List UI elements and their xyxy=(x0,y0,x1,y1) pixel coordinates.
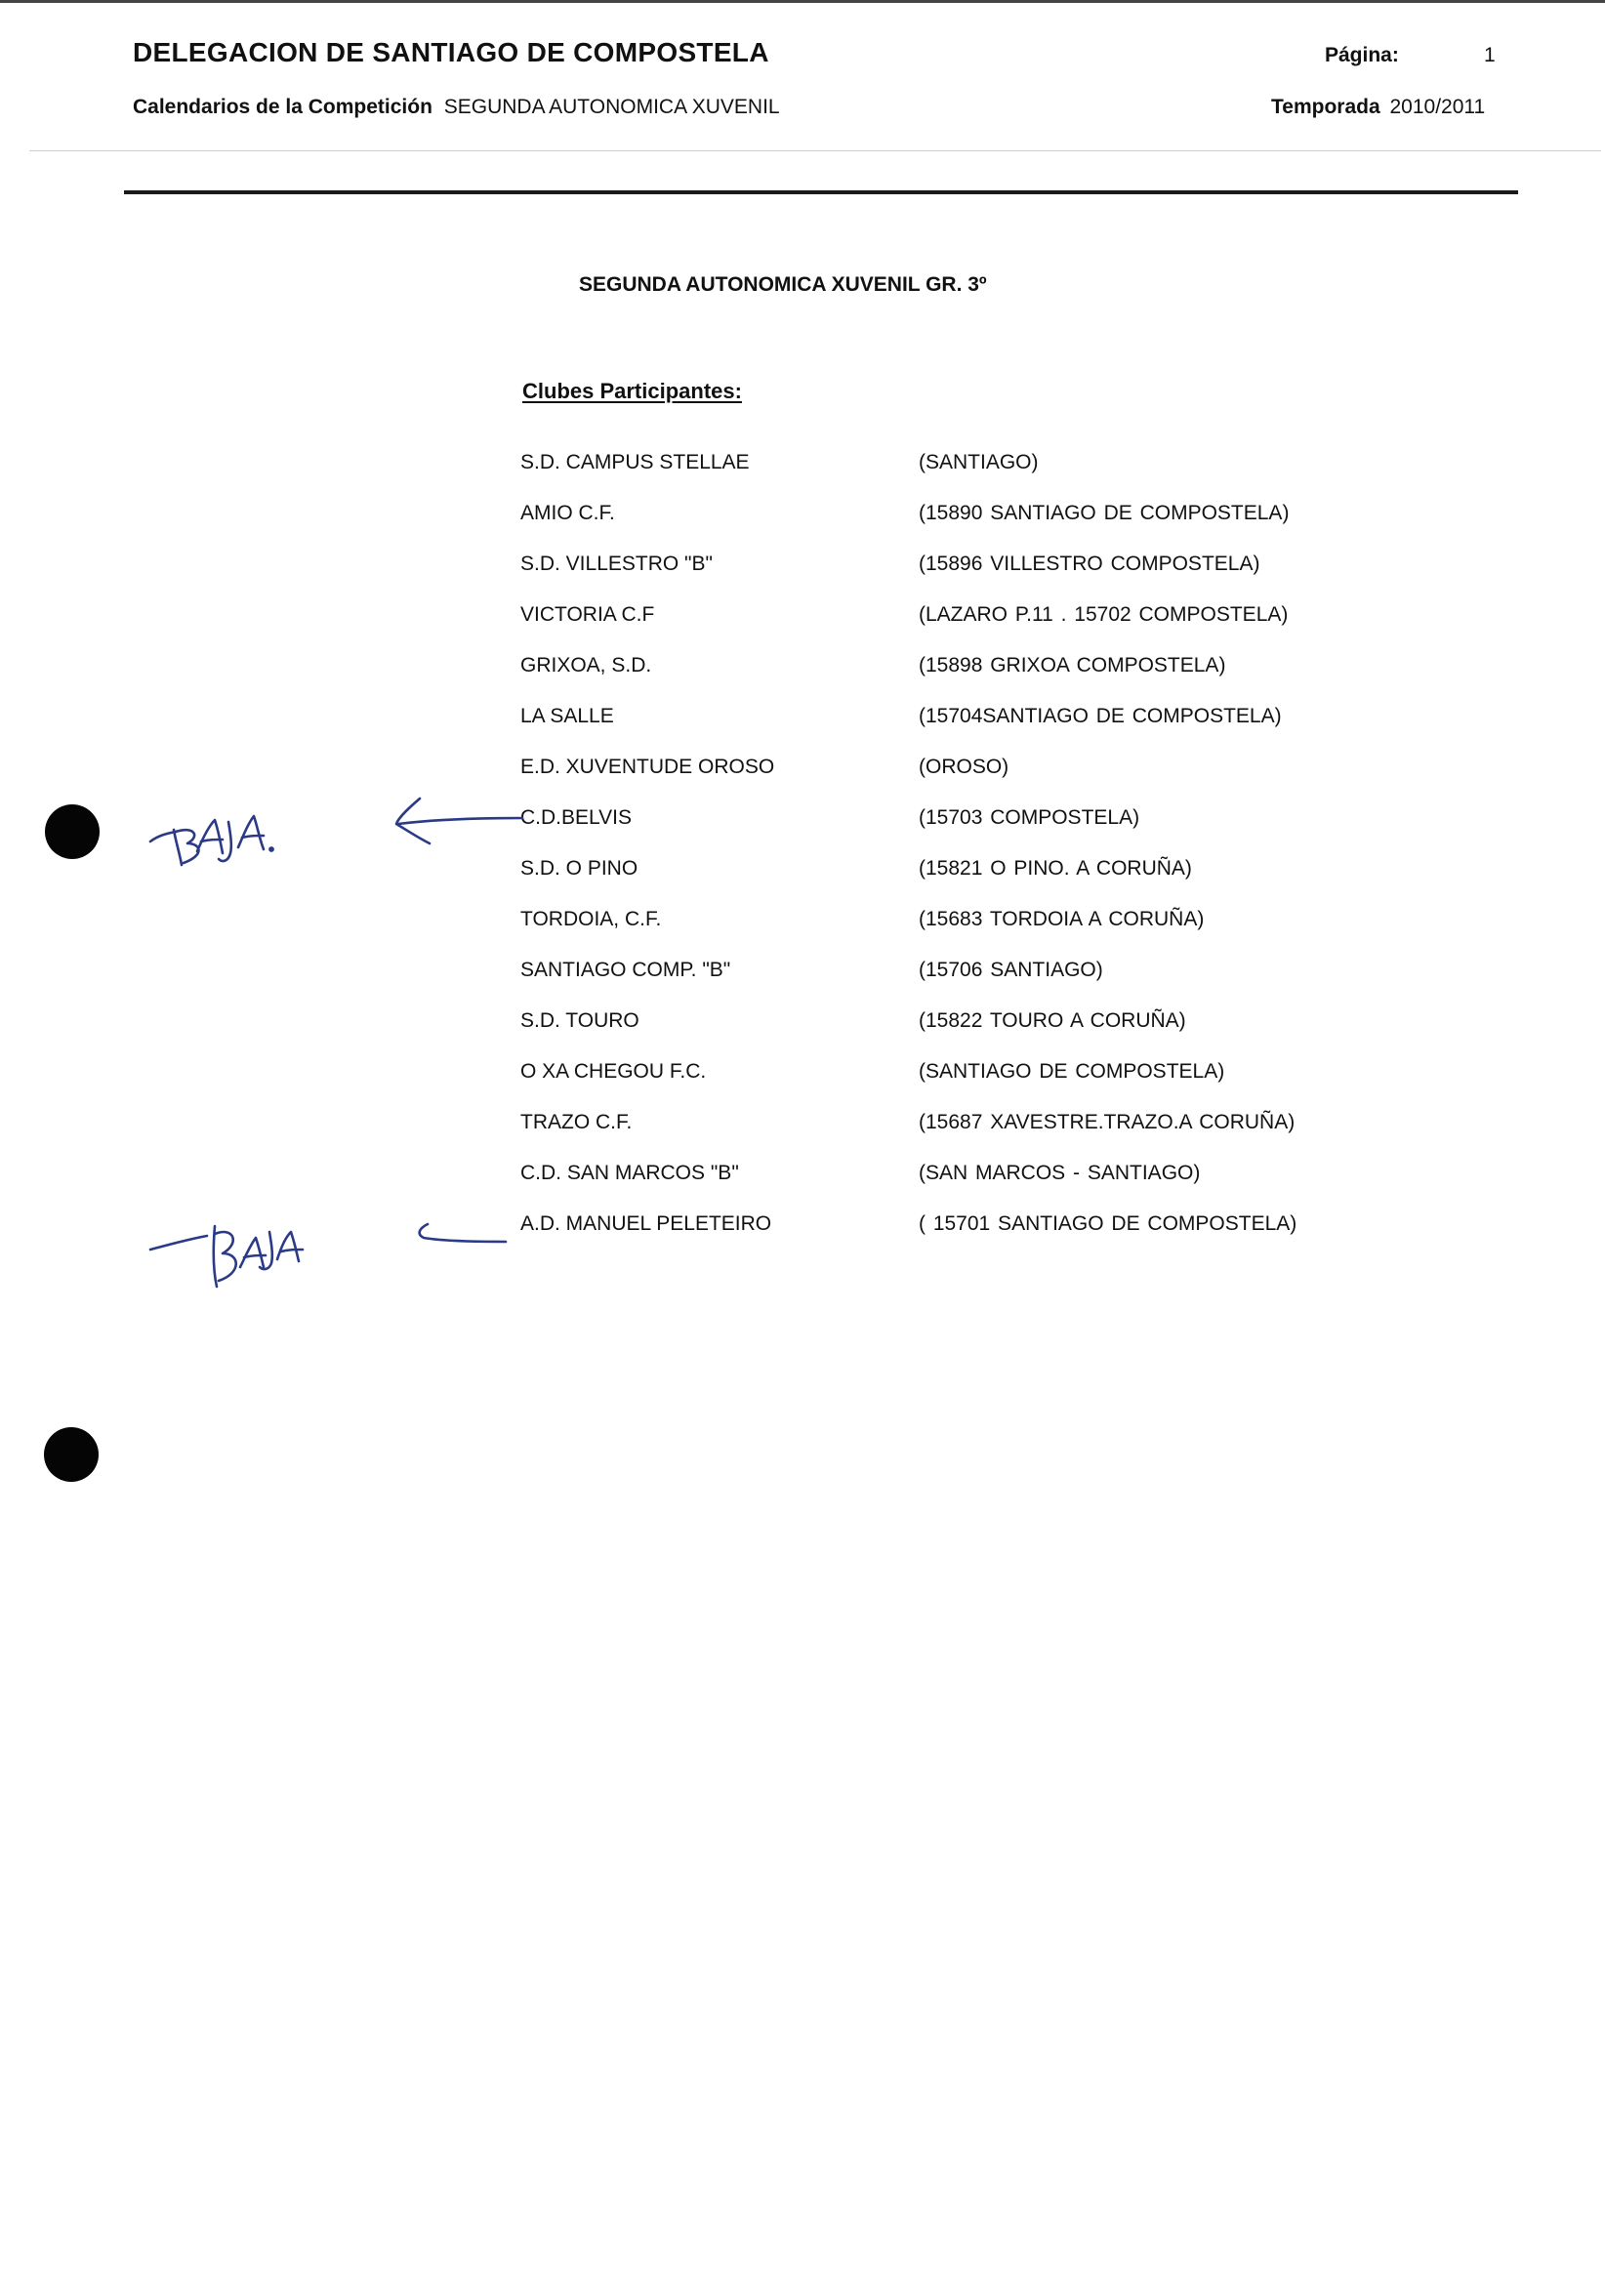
season-label: Temporada xyxy=(1271,96,1380,118)
club-name: S.D. TOURO xyxy=(520,1009,639,1032)
clubs-list xyxy=(520,451,1399,1263)
club-location: (15822 TOURO A CORUÑA) xyxy=(919,1009,1186,1032)
season xyxy=(1271,96,1485,119)
club-location: (15687 XAVESTRE.TRAZO.A CORUÑA) xyxy=(919,1111,1296,1133)
club-row xyxy=(520,806,1399,857)
top-border xyxy=(0,0,1605,3)
club-name: SANTIAGO COMP. "B" xyxy=(520,959,731,981)
club-name: TORDOIA, C.F. xyxy=(520,908,662,930)
club-location: (LAZARO P.11 . 15702 COMPOSTELA) xyxy=(919,603,1289,626)
club-location: (SAN MARCOS - SANTIAGO) xyxy=(919,1162,1201,1184)
club-name: AMIO C.F. xyxy=(520,502,615,524)
club-name: TRAZO C.F. xyxy=(520,1111,633,1133)
club-location: (OROSO) xyxy=(919,756,1009,778)
club-name: S.D. O PINO xyxy=(520,857,638,880)
club-row xyxy=(520,654,1399,705)
club-name: VICTORIA C.F xyxy=(520,603,655,626)
club-location: ( 15701 SANTIAGO DE COMPOSTELA) xyxy=(919,1212,1297,1235)
organization-title: DELEGACION DE SANTIAGO DE COMPOSTELA xyxy=(133,37,769,67)
group-title: SEGUNDA AUTONOMICA XUVENIL GR. 3º xyxy=(579,273,987,296)
club-location: (15703 COMPOSTELA) xyxy=(919,806,1140,829)
page-number: 1 xyxy=(1484,44,1496,66)
club-name: A.D. MANUEL PELETEIRO xyxy=(520,1212,772,1235)
club-row xyxy=(520,1212,1399,1263)
club-location: (SANTIAGO) xyxy=(919,451,1039,473)
club-name: E.D. XUVENTUDE OROSO xyxy=(520,756,775,778)
club-location: (15706 SANTIAGO) xyxy=(919,959,1103,981)
punch-hole-bottom xyxy=(44,1427,99,1482)
club-row xyxy=(520,1111,1399,1162)
club-row xyxy=(520,857,1399,908)
club-row xyxy=(520,502,1399,553)
club-location: (15821 O PINO. A CORUÑA) xyxy=(919,857,1192,880)
punch-hole-top xyxy=(45,804,100,859)
club-row xyxy=(520,908,1399,959)
club-location: (15683 TORDOIA A CORUÑA) xyxy=(919,908,1205,930)
subtitle-label: Calendarios de la Competición xyxy=(133,96,432,118)
season-value: 2010/2011 xyxy=(1389,96,1486,118)
club-row xyxy=(520,705,1399,756)
club-location: (15704SANTIAGO DE COMPOSTELA) xyxy=(919,705,1282,727)
club-row xyxy=(520,603,1399,654)
club-name: C.D.BELVIS xyxy=(520,806,632,829)
club-location: (15896 VILLESTRO COMPOSTELA) xyxy=(919,553,1260,575)
club-row xyxy=(520,756,1399,806)
club-row xyxy=(520,451,1399,502)
handwritten-note-baja-2 xyxy=(146,1210,537,1318)
handwritten-note-baja-1 xyxy=(137,781,547,888)
header-faint-divider xyxy=(29,150,1601,151)
club-name: GRIXOA, S.D. xyxy=(520,654,652,676)
club-row xyxy=(520,1162,1399,1212)
club-location: (15898 GRIXOA COMPOSTELA) xyxy=(919,654,1226,676)
club-row xyxy=(520,1009,1399,1060)
subtitle xyxy=(133,96,780,119)
club-row xyxy=(520,553,1399,603)
club-name: O XA CHEGOU F.C. xyxy=(520,1060,707,1083)
club-name: S.D. VILLESTRO "B" xyxy=(520,553,713,575)
club-location: (SANTIAGO DE COMPOSTELA) xyxy=(919,1060,1225,1083)
club-name: LA SALLE xyxy=(520,705,614,727)
competition-name: SEGUNDA AUTONOMICA XUVENIL xyxy=(443,96,780,118)
page-label: Página: xyxy=(1325,44,1399,66)
club-row xyxy=(520,1060,1399,1111)
club-name: S.D. CAMPUS STELLAE xyxy=(520,451,750,473)
clubs-heading: Clubes Participantes: xyxy=(522,379,742,403)
club-location: (15890 SANTIAGO DE COMPOSTELA) xyxy=(919,502,1290,524)
club-name: C.D. SAN MARCOS "B" xyxy=(520,1162,739,1184)
club-row xyxy=(520,959,1399,1009)
header-divider xyxy=(124,190,1518,194)
